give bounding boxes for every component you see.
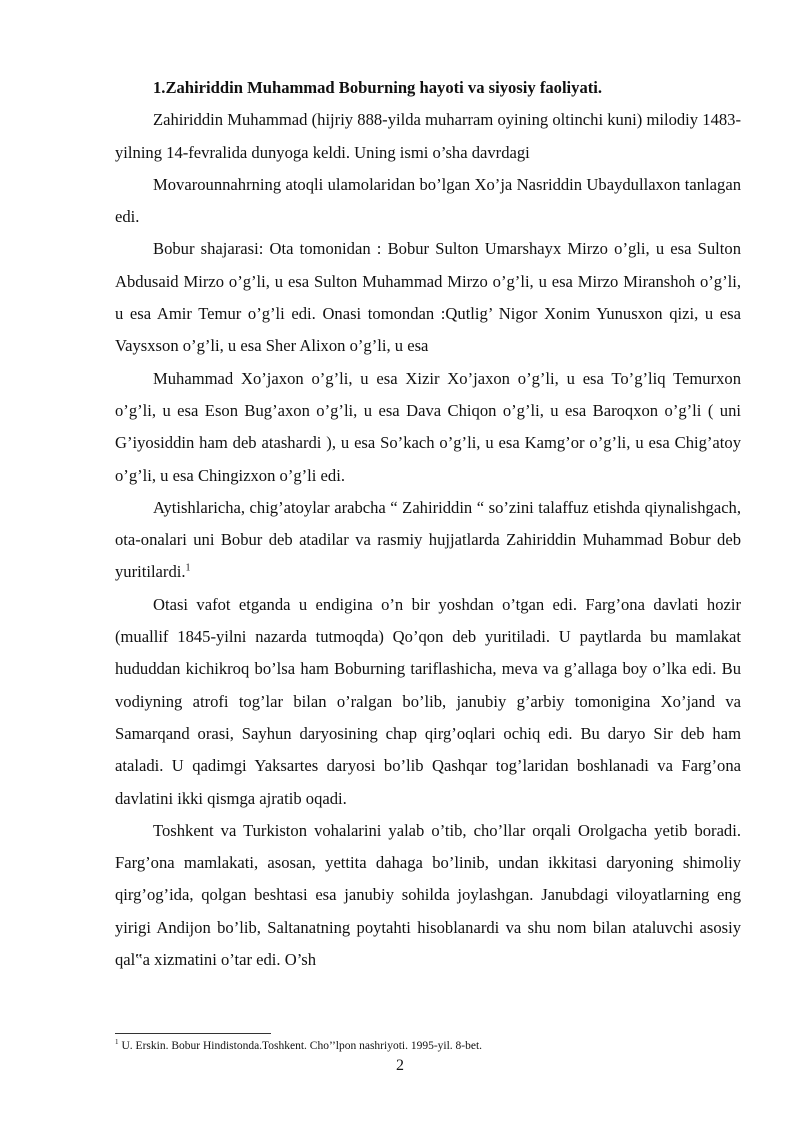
page-number: 2 (396, 1057, 404, 1074)
section-heading: 1.Zahiriddin Muhammad Boburning hayoti va siyosiy faoliyati. (153, 78, 603, 97)
paragraph-4: Muhammad Xo’jaxon o’g’li, u esa Xizir Xo’jaxon o’g’li, u esa To’g’liq Temurxon o’g’li, u esa Eson Bug’axon o’g’li, u esa Dava Chiqon o’g’li, u esa Baroqxon o’g’li ( uni G’iyosiddin ham deb atashardi ), u esa So’kach o’g’li, u esa Kamg’or o’g’li, u esa Chig’atoy o’g’li, u esa Chingizxon o’g’li edi. (115, 368, 741, 485)
paragraph-2: Movarounnahrning atoqli ulamolaridan bo’lgan Xo’ja Nasriddin Ubaydullaxon tanlagan edi. (115, 174, 741, 227)
page-body (115, 72, 741, 976)
paragraph-3: Bobur shajarasi: Ota tomonidan : Bobur Sulton Umarshayx Mirzo o’gli, u esa Sulton Abdusaid Mirzo o’g’li, u esa Sulton Muhammad Mirzo o’g’li, u esa Mirzo Miranshoh o’g’li, u esa Amir Temur o’g’li edi. Onasi tomondan :Qutlig’ Nigor Xonim Yunusxon qizi, u esa Vaysxson o’g’li, u esa Sher Alixon o’g’li, u esa (115, 239, 741, 356)
paragraph-5-text: Aytishlaricha, chig’atoylar arabcha “ Zahiriddin “ so’zini talaffuz etishda qiynalishgach, ota-onalari uni Bobur deb atadilar va rasmiy hujjatlarda Zahiriddin Muhammad Bobur deb yuritilardi. (115, 497, 741, 582)
footnote-divider (115, 1033, 271, 1034)
paragraph-7: Toshkent va Turkiston vohalarini yalab o’tib, cho’llar orqali Orolgacha yetib boradi. Farg’ona mamlakati, asosan, yettita dahaga bo’linib, undan ikkitasi daryoning shimoliy qirg’og’ida, qolgan beshtasi esa janubiy sohilda joylashgan. Janubdagi viloyatlarning eng yirigi Andijon bo’lib, Saltanatning poytahti hisoblanardi va shu nom bilan ataluvchi asosiy qal‟a xizmatini o’tar edi. O’sh (115, 820, 741, 970)
footnote-marker: 1 (115, 1038, 119, 1047)
paragraph-6: Otasi vafot etganda u endigina o’n bir yoshdan o’tgan edi. Farg’ona davlati hozir (muallif 1845-yilni nazarda tutmoqda) Qo’qon deb yuritiladi. U paytlarda bu mamlakat hududdan kichikroq bo’lsa ham Boburning tariflashicha, meva va g’allaga boy o’lka edi. Bu vodiyning atrofi tog’lar bilan o’ralgan bo’lib, janubiy g’arbiy tomonigina Xo’jand va Samarqand orasi, Sayhun daryosining chap qirg’oqlari ochiq edi. Bu daryo Sir deb ham ataladi. U qadimgi Yaksartes daryosi bo’lib Qashqar tog’laridan boshlanadi va Farg’ona davlatini ikki qismga ajratib oqadi. (115, 594, 741, 808)
footnote-text: U. Erskin. Bobur Hindistonda.Toshkent. Cho’’lpon nashriyoti. 1995-yil. 8-bet. (121, 1040, 483, 1052)
paragraph-1: Zahiriddin Muhammad (hijriy 888-yilda muharram oyining oltinchi kuni) milodiy 1483-yilning 14-fevralida dunyoga keldi. Uning ismi o’sha davrdagi (115, 110, 741, 162)
paragraph-5 (115, 492, 741, 589)
footnote-reference[interactable]: 1 (185, 562, 191, 574)
footnote (115, 1039, 741, 1054)
